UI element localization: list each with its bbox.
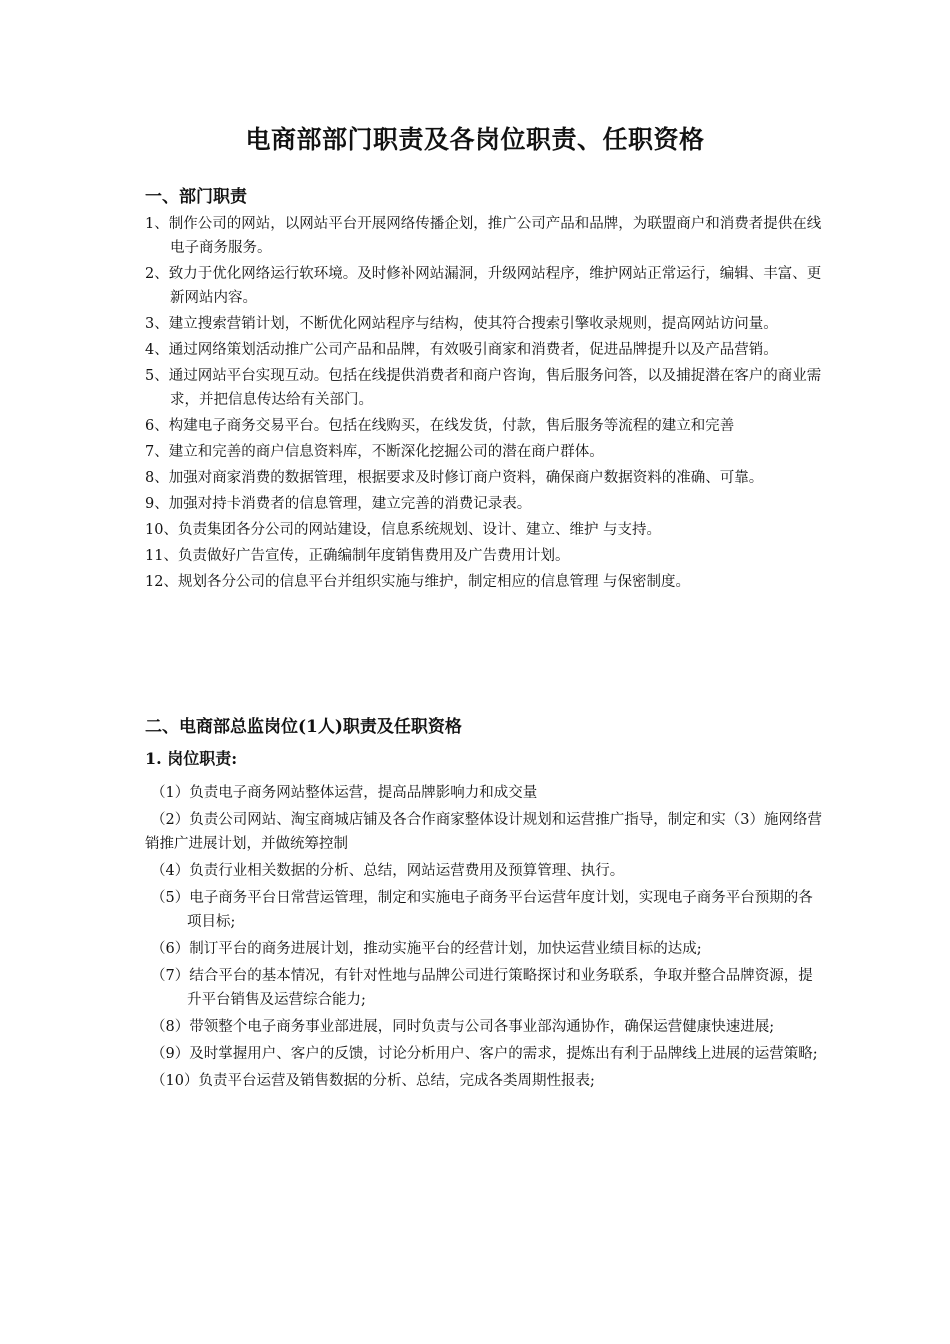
list-item: （7）结合平台的基本情况，有针对性地与品牌公司进行策略探讨和业务联系，争取并整合品牌资源，提升平台销售及运营综合能力;: [151, 968, 813, 1008]
list-item: （1）负责电子商务网站整体运营，提高品牌影响力和成交量: [151, 785, 538, 801]
list-item: 5、通过网站平台实现互动。包括在线提供消费者和商户咨询，售后服务问答，以及捕捉潜在客户的商业需求，并把信息传达给有关部门。: [145, 368, 822, 408]
list-item: （4）负责行业相关数据的分析、总结，网站运营费用及预算管理、执行。: [151, 863, 625, 879]
document-title: 电商部部门职责及各岗位职责、任职资格: [245, 125, 705, 154]
list-item: （6）制订平台的商务进展计划，推动实施平台的经营计划，加快运营业绩目标的达成;: [151, 941, 702, 957]
list-item: （5）电子商务平台日常营运管理，制定和实施电子商务平台运营年度计划，实现电子商务平台预期的各项目标;: [151, 890, 813, 930]
list-item: （2）负责公司网站、淘宝商城店铺及各合作商家整体设计规划和运营推广指导，制定和实（3）施网络营销推广进展计划，并做统筹控制: [145, 812, 822, 852]
list-item: （10）负责平台运营及销售数据的分析、总结，完成各类周期性报表;: [151, 1073, 595, 1089]
list-item: 3、建立搜索营销计划，不断优化网站程序与结构，使其符合搜索引擎收录规则，提高网站访问量。: [145, 316, 778, 332]
list-item: 2、致力于优化网络运行软环境。及时修补网站漏洞，升级网站程序，维护网站正常运行，编辑、丰富、更新网站内容。: [145, 266, 822, 306]
list-item: （9）及时掌握用户、客户的反馈，讨论分析用户、客户的需求，提炼出有利于品牌线上进展的运营策略;: [151, 1046, 818, 1062]
section2-subheading: 1. 岗位职责:: [145, 749, 238, 768]
list-item: 10、负责集团各分公司的网站建设，信息系统规划、设计、建立、维护 与支持。: [145, 522, 662, 538]
list-item: （8）带领整个电子商务事业部进展，同时负责与公司各事业部沟通协作，确保运营健康快速进展;: [151, 1019, 775, 1035]
list-item: 8、加强对商家消费的数据管理，根据要求及时修订商户资料，确保商户数据资料的准确、可靠。: [145, 470, 764, 486]
section1-heading: 一、部门职责: [145, 187, 247, 207]
list-item: 1、制作公司的网站，以网站平台开展网络传播企划，推广公司产品和品牌，为联盟商户和消费者提供在线电子商务服务。: [145, 216, 822, 256]
list-item: 12、规划各分公司的信息平台并组织实施与维护，制定相应的信息管理 与保密制度。: [145, 574, 691, 590]
list-item: 9、加强对持卡消费者的信息管理，建立完善的消费记录表。: [145, 496, 532, 512]
list-item: 6、构建电子商务交易平台。包括在线购买，在线发货，付款，售后服务等流程的建立和完善: [145, 418, 735, 434]
section1-list: [145, 212, 825, 596]
section2-heading: 二、电商部总监岗位(1人)职责及任职资格: [145, 717, 462, 737]
list-item: 7、建立和完善的商户信息资料库，不断深化挖掘公司的潜在商户群体。: [145, 444, 604, 460]
list-item: 4、通过网络策划活动推广公司产品和品牌，有效吸引商家和消费者，促进品牌提升以及产品营销。: [145, 342, 778, 358]
section2-list: [145, 781, 825, 1096]
list-item: 11、负责做好广告宣传，正确编制年度销售费用及广告费用计划。: [145, 548, 570, 564]
